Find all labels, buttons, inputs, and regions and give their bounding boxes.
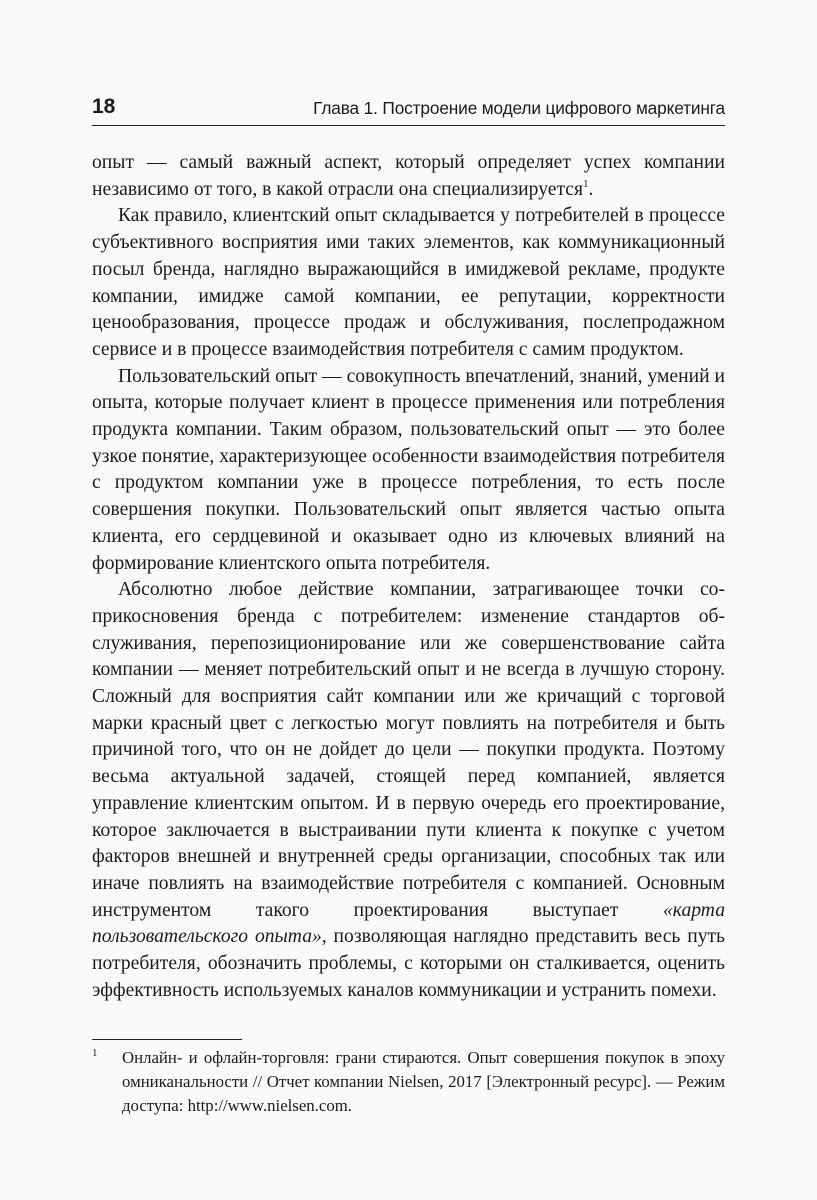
paragraph-1-end: . (588, 178, 594, 200)
footnote-reference: 1 (582, 177, 589, 190)
paragraph-4 (92, 577, 725, 1004)
paragraph-4-italic-term: «карта пользовательского опыта» (92, 899, 725, 948)
footnote (92, 1046, 725, 1118)
footnote-text: Онлайн- и офлайн-торговля: грани стираются. Опыт совершения покупок в эпоху омниканальности // Отчет компании Nielsen, 2017 [Электронный ресурс]. — Режим доступа: http://www.nielsen.com. (122, 1048, 725, 1115)
paragraph-1-text: опыт — самый важный аспект, который определяет успех компании независимо от того, в какой отрасли она специализируется (92, 152, 725, 200)
paragraph-2: Как правило, клиентский опыт складывается у потребителей в процессе субъективного восприятия ими таких элементов, как коммуникационный посыл бренда, наглядно выражающийся в имиджевой рекламе, продукте компании, имидже самой компании, ее репутации, корректности ценообразования, процессе продаж и обслуживания, послепродажном сервисе и в процессе взаимодействия потребителя с самим продуктом. (92, 205, 725, 360)
page-number: 18 (92, 95, 116, 118)
running-header (92, 93, 725, 126)
paragraph-1 (92, 150, 725, 203)
footnote-mark: 1 (92, 1047, 98, 1059)
paragraph-4-text-b: , позволяющая наглядно представить весь путь потребителя, обозначить проблемы, с которыми он сталкивается, оценить эффективность используемых каналов коммуникации и устранить помехи. (92, 926, 725, 1001)
paragraph-4-text-a: Абсолютно любое действие компании, затрагивающее точки соприкосновения бренда с потребителем: изменение стандартов обслуживания, перепозиционирование или же совершенствование сайта компании — меняет потребительский опыт и не всегда в лучшую сторону. Сложный для восприятия сайт компании или же кричащий с торговой марки красный цвет с легкостью могут повлиять на потребителя и быть причиной того, что он не дойдет до цели — покупки продукта. Поэтому весьма актуальной задачей, стоящей перед компанией, является управление клиентским опытом. И в первую очередь его проектирование, которое заключается в выстраивании пути клиента к покупке с учетом факторов внешней и внутренней среды организации, способных так или иначе повлиять на взаимодействие потребителя с компанией. Основным инструментом такого проектирования выступает (92, 579, 725, 921)
chapter-title: Глава 1. Построение модели цифрового маркетинга (313, 98, 725, 118)
body-text (92, 150, 725, 1005)
footnote-separator (92, 1039, 242, 1040)
paragraph-3: Пользовательский опыт — совокупность впечатлений, знаний, умений и опыта, которые получает клиент в процессе применения или потребления продукта компании. Таким образом, пользовательский опыт — это более узкое понятие, характеризующее особенности взаимодействия потребителя с продуктом компании уже в процессе потребления, то есть после совершения покупки. Пользовательский опыт является частью опыта клиента, его сердцевиной и оказывает одно из ключевых влияний на формирование клиентского опыта потребителя. (92, 365, 725, 574)
